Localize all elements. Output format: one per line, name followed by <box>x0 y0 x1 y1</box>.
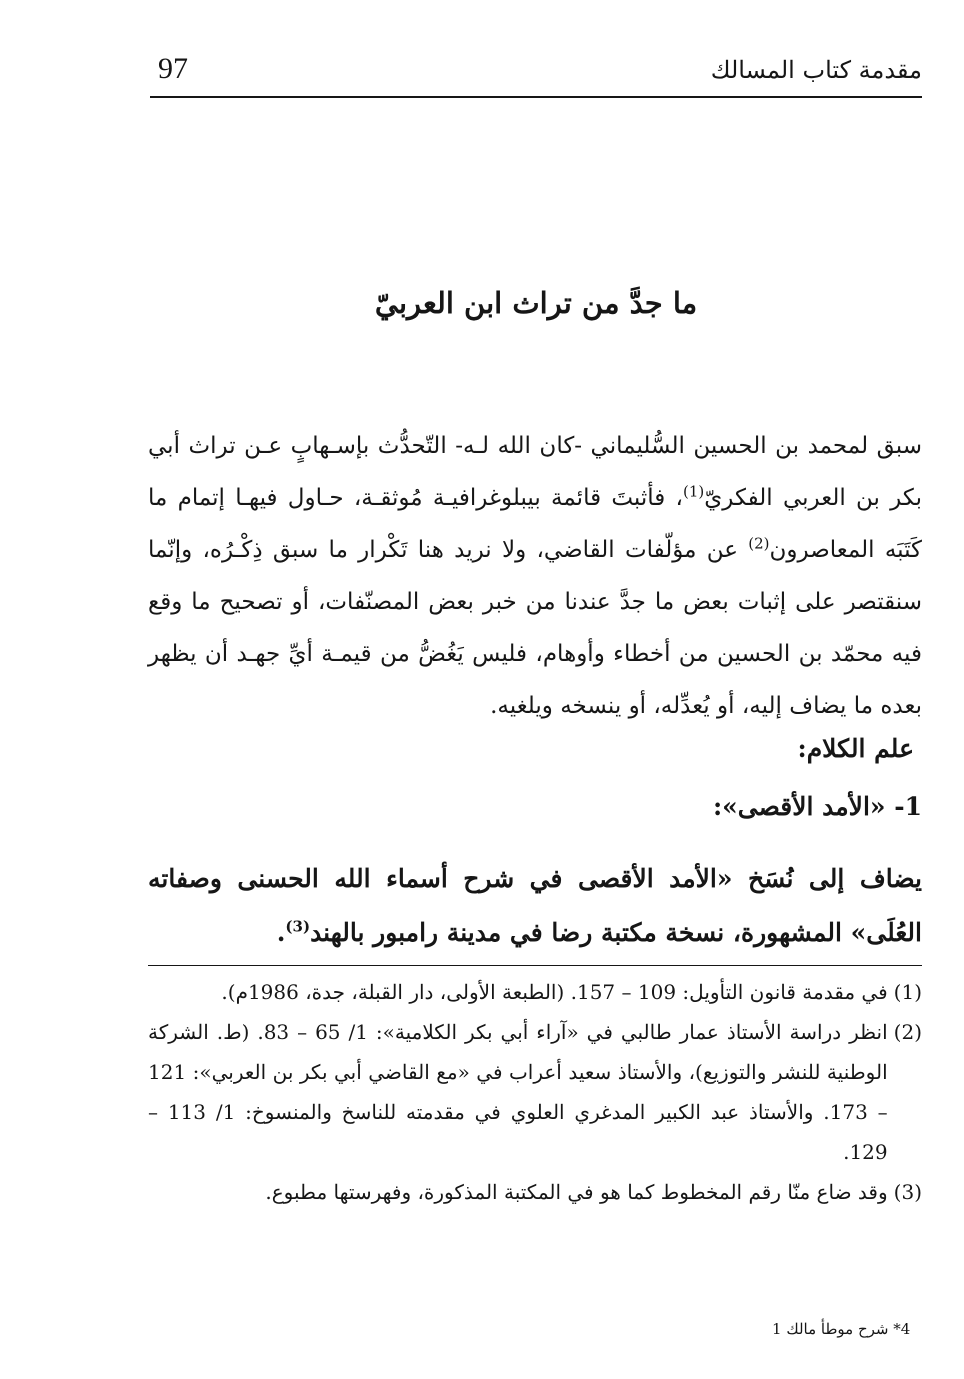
footnote-text: وقد ضاع منّا رقم المخطوط كما هو في المكتبة المذكورة، وفهرستها مطبوع. <box>265 1180 888 1204</box>
text-run: عن مؤلّفات القاضي، ولا نريد هنا تَكْرار ما سبق ذِكْـرُه، وإنّما سنقتصر على إثبات بعض ما جدَّ عندنا من خبر بعض المصنّفات، أو تصحيح ما وقع فيه محمّد بن الحسين من أخطاء وأوهام، فليس يَغُضُّ من قيمـة أيِّ جهـد أن يظهر بعده ما يضاف إليه، أو يُعدِّله، أو ينسخه ويلغيه. <box>148 537 922 719</box>
paragraph <box>148 420 922 732</box>
footnote-text: انظر دراسة الأستاذ عمار طالبي في «آراء أبي بكر الكلامية»: 1/ 65 – 83. (ط. الشركة الوطنية للنشر والتوزيع)، والأستاذ سعيد أعراب في «مع القاضي أبي بكر بن العربي»: 121 – 173. والأستاذ عبد الكبير المدغري العلوي في مقدمته للناسخ والمنسوخ: 1/ 113 – 129. <box>148 1020 888 1164</box>
text-run: . <box>276 918 286 947</box>
header-divider <box>150 96 922 98</box>
footnote-number: (3) <box>893 1180 922 1204</box>
section-heading: علم الكلام: <box>797 734 914 763</box>
footnote-text: في مقدمة قانون التأويل: 109 – 157. (الطبعة الأولى، دار القبلة، جدة، 1986م). <box>221 980 888 1004</box>
footnote-number: (1) <box>893 980 922 1004</box>
text-run: سبق لمحمد بن الحسين السُّليماني -كان الله لـه- التّحدُّث بإسـهابٍ عـن تراث أبي بكر بن العربي الفكريّ <box>148 433 922 511</box>
footnote-2 <box>148 1012 922 1172</box>
running-title: مقدمة كتاب المسالك <box>710 56 922 84</box>
text-run: ، فأثبتَ قائمة بيبلوغرافيـة مُوثقـة، حـاول فيهـا إتمام ما كَتَبَه المعاصرون <box>148 485 922 563</box>
intro-paragraph <box>148 420 922 732</box>
subsection-paragraph <box>148 852 922 960</box>
page-number: 97 <box>158 52 188 85</box>
footnote-number: (2) <box>893 1020 922 1044</box>
chapter-title: ما جدَّ من تراث ابن العربيّ <box>374 286 698 320</box>
text-run: يضاف إلى نُسَخ «الأمد الأقصى في شرح أسماء الله الحسنى وصفاته العُلَى» المشهورة، نسخة مكتبة رضا في مدينة رامبور بالهند <box>148 864 922 947</box>
footnote-3 <box>148 1172 922 1212</box>
footnote-ref-3: (3) <box>285 917 311 936</box>
footnote-ref-1: (1) <box>682 482 705 501</box>
footnote-1 <box>148 972 922 1012</box>
printer-signature: 4* شرح موطأ مالك 1 <box>772 1320 911 1338</box>
running-header <box>150 52 922 96</box>
footnote-divider <box>148 965 922 966</box>
footnote-ref-2: (2) <box>748 534 770 553</box>
subsection-heading: 1- «الأمد الأقصى»: <box>712 792 922 821</box>
footnotes <box>148 972 922 1212</box>
